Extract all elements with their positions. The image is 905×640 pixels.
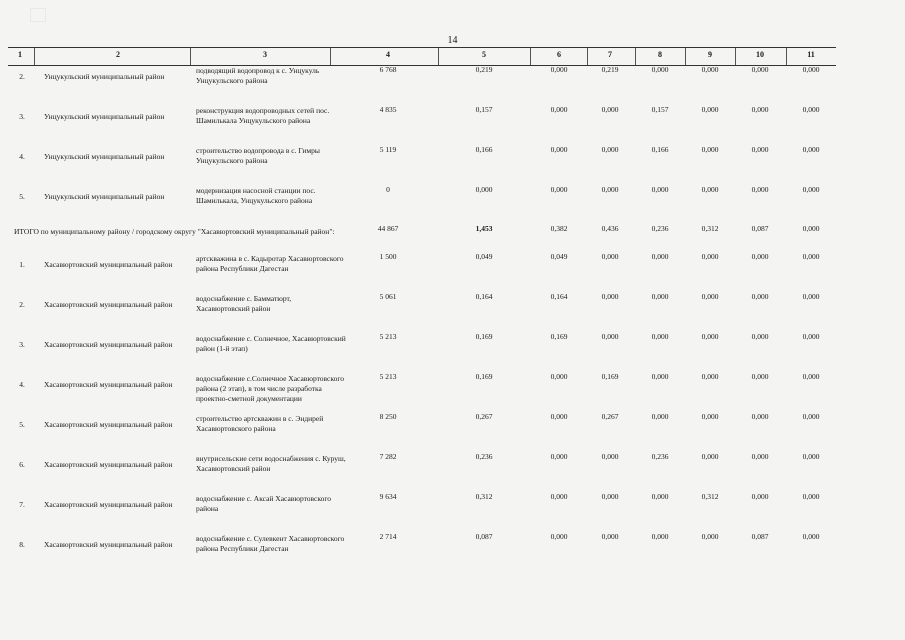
project-description: подводящий водопровод к с. Унцукуль Унцукульского района [196, 66, 320, 85]
value-c8: 0,000 [651, 292, 669, 301]
value-c10: 0,087 [751, 532, 769, 541]
value-c9: 0,000 [701, 105, 719, 114]
value-c9: 0,000 [701, 65, 719, 74]
column-divider [587, 48, 588, 65]
column-header: 1 [18, 50, 22, 59]
column-divider [685, 48, 686, 65]
value-c6: 0,164 [550, 292, 568, 301]
column-header: 2 [116, 50, 120, 59]
value-c6: 0,000 [550, 532, 568, 541]
value-c5: 0,169 [475, 332, 493, 341]
value-c10: 0,000 [751, 332, 769, 341]
value-c5: 0,169 [475, 372, 493, 381]
value-c7: 0,000 [601, 452, 619, 461]
page-number: 14 [447, 35, 458, 46]
value-c6: 0,169 [550, 332, 568, 341]
value-c10: 0,000 [751, 452, 769, 461]
value-c11: 0,000 [802, 65, 820, 74]
project-description: строительство водопровода в с. Гимры Унцукульского района [196, 146, 320, 165]
value-c4: 7 282 [379, 452, 397, 461]
value-c7: 0,000 [601, 492, 619, 501]
district-name: Хасавюртовский муниципальный район [44, 420, 173, 429]
value-c4: 4 835 [379, 105, 397, 114]
value-c10: 0,000 [751, 65, 769, 74]
row-number: 5. [19, 192, 25, 201]
value-c8: 0,000 [651, 372, 669, 381]
column-header: 4 [386, 50, 390, 59]
project-description: водоснабжение с. Бамматюрт, Хасавюртовский район [196, 294, 292, 313]
row-number: 1. [19, 260, 25, 269]
value-c11: 0,000 [802, 532, 820, 541]
value-c8: 0,000 [651, 332, 669, 341]
project-description: строительство артскважин в с. Эндирей Хасавюртовского района [196, 414, 324, 433]
district-name: Унцукульский муниципальный район [44, 192, 165, 201]
total-label: ИТОГО по муниципальному району / городскому округу "Хасавюртовский муниципальный район": [14, 227, 335, 236]
value-c11: 0,000 [802, 145, 820, 154]
value-c5: 0,312 [475, 492, 493, 501]
district-name: Унцукульский муниципальный район [44, 152, 165, 161]
row-number: 4. [19, 152, 25, 161]
district-name: Хасавюртовский муниципальный район [44, 260, 173, 269]
total-c4: 44 867 [377, 224, 399, 233]
district-name: Унцукульский муниципальный район [44, 112, 165, 121]
value-c5: 0,049 [475, 252, 493, 261]
value-c4: 2 714 [379, 532, 397, 541]
value-c10: 0,000 [751, 292, 769, 301]
column-divider [530, 48, 531, 65]
value-c10: 0,000 [751, 105, 769, 114]
column-header: 7 [608, 50, 612, 59]
value-c8: 0,166 [651, 145, 669, 154]
value-c7: 0,169 [601, 372, 619, 381]
value-c8: 0,000 [651, 492, 669, 501]
value-c4: 5 119 [379, 145, 397, 154]
value-c9: 0,312 [701, 492, 719, 501]
value-c4: 6 768 [379, 65, 397, 74]
district-name: Хасавюртовский муниципальный район [44, 300, 173, 309]
table-header [8, 47, 836, 66]
value-c7: 0,000 [601, 292, 619, 301]
project-description: водоснабжение с. Сулевкент Хасавюртовского района Республики Дагестан [196, 534, 345, 553]
column-header: 11 [807, 50, 815, 59]
value-c6: 0,000 [550, 105, 568, 114]
value-c7: 0,267 [601, 412, 619, 421]
value-c6: 0,000 [550, 145, 568, 154]
column-header: 9 [708, 50, 712, 59]
value-c4: 8 250 [379, 412, 397, 421]
district-name: Хасавюртовский муниципальный район [44, 540, 173, 549]
value-c6: 0,000 [550, 65, 568, 74]
value-c5: 0,267 [475, 412, 493, 421]
district-name: Хасавюртовский муниципальный район [44, 460, 173, 469]
value-c10: 0,000 [751, 372, 769, 381]
value-c6: 0,049 [550, 252, 568, 261]
value-c9: 0,000 [701, 185, 719, 194]
total-c9: 0,312 [701, 224, 719, 233]
value-c5: 0,166 [475, 145, 493, 154]
value-c10: 0,000 [751, 252, 769, 261]
value-c11: 0,000 [802, 332, 820, 341]
row-number: 8. [19, 540, 25, 549]
value-c6: 0,000 [550, 412, 568, 421]
value-c9: 0,000 [701, 452, 719, 461]
total-c5: 1,453 [475, 224, 493, 233]
value-c9: 0,000 [701, 145, 719, 154]
value-c10: 0,000 [751, 492, 769, 501]
value-c9: 0,000 [701, 332, 719, 341]
column-divider [635, 48, 636, 65]
value-c11: 0,000 [802, 292, 820, 301]
value-c11: 0,000 [802, 105, 820, 114]
row-number: 2. [19, 72, 25, 81]
total-c10: 0,087 [751, 224, 769, 233]
district-name: Хасавюртовский муниципальный район [44, 380, 173, 389]
value-c6: 0,000 [550, 185, 568, 194]
value-c7: 0,000 [601, 145, 619, 154]
value-c9: 0,000 [701, 532, 719, 541]
row-number: 3. [19, 112, 25, 121]
scan-artifact [30, 8, 46, 22]
project-description: водоснабжение с.Солнечное Хасавюртовского района (2 этап), в том числе разработка проектно-сметной документации [196, 374, 345, 403]
row-number: 7. [19, 500, 25, 509]
total-c7: 0,436 [601, 224, 619, 233]
value-c4: 1 500 [379, 252, 397, 261]
value-c5: 0,219 [475, 65, 493, 74]
column-header: 10 [756, 50, 764, 59]
value-c4: 9 634 [379, 492, 397, 501]
value-c11: 0,000 [802, 492, 820, 501]
column-divider [438, 48, 439, 65]
row-number: 2. [19, 300, 25, 309]
value-c8: 0,157 [651, 105, 669, 114]
column-header: 8 [658, 50, 662, 59]
value-c5: 0,087 [475, 532, 493, 541]
value-c4: 0 [386, 185, 390, 194]
value-c7: 0,000 [601, 185, 619, 194]
value-c11: 0,000 [802, 185, 820, 194]
value-c6: 0,000 [550, 372, 568, 381]
project-description: внутрисельские сети водоснабжения с. Куруш, Хасавюртовский район [196, 454, 346, 473]
value-c8: 0,236 [651, 452, 669, 461]
value-c9: 0,000 [701, 252, 719, 261]
value-c6: 0,000 [550, 492, 568, 501]
value-c11: 0,000 [802, 252, 820, 261]
value-c11: 0,000 [802, 452, 820, 461]
value-c8: 0,000 [651, 185, 669, 194]
row-number: 3. [19, 340, 25, 349]
value-c10: 0,000 [751, 412, 769, 421]
total-c8: 0,236 [651, 224, 669, 233]
value-c9: 0,000 [701, 372, 719, 381]
column-divider [330, 48, 331, 65]
value-c7: 0,219 [601, 65, 619, 74]
district-name: Хасавюртовский муниципальный район [44, 340, 173, 349]
value-c5: 0,000 [475, 185, 493, 194]
district-name: Унцукульский муниципальный район [44, 72, 165, 81]
total-c11: 0,000 [802, 224, 820, 233]
value-c11: 0,000 [802, 412, 820, 421]
row-number: 5. [19, 420, 25, 429]
value-c6: 0,000 [550, 452, 568, 461]
district-name: Хасавюртовский муниципальный район [44, 500, 173, 509]
column-divider [190, 48, 191, 65]
value-c4: 5 213 [379, 332, 397, 341]
project-description: водоснабжение с. Солнечное, Хасавюртовский район (1-й этап) [196, 334, 346, 353]
value-c8: 0,000 [651, 412, 669, 421]
value-c11: 0,000 [802, 372, 820, 381]
value-c8: 0,000 [651, 252, 669, 261]
project-description: водоснабжение с. Аксай Хасавюртовского района [196, 494, 332, 513]
value-c4: 5 213 [379, 372, 397, 381]
project-description: модернизация насосной станции пос. Шамилькала, Унцукульского района [196, 186, 316, 205]
value-c7: 0,000 [601, 105, 619, 114]
row-number: 6. [19, 460, 25, 469]
value-c7: 0,000 [601, 332, 619, 341]
column-divider [786, 48, 787, 65]
value-c5: 0,157 [475, 105, 493, 114]
column-header: 6 [557, 50, 561, 59]
value-c10: 0,000 [751, 185, 769, 194]
value-c8: 0,000 [651, 65, 669, 74]
value-c7: 0,000 [601, 252, 619, 261]
value-c9: 0,000 [701, 292, 719, 301]
column-divider [735, 48, 736, 65]
total-c6: 0,382 [550, 224, 568, 233]
value-c7: 0,000 [601, 532, 619, 541]
value-c4: 5 061 [379, 292, 397, 301]
value-c5: 0,236 [475, 452, 493, 461]
value-c10: 0,000 [751, 145, 769, 154]
value-c5: 0,164 [475, 292, 493, 301]
project-description: реконструкция водопроводных сетей пос. Шамилькала Унцукульского района [196, 106, 330, 125]
row-number: 4. [19, 380, 25, 389]
value-c9: 0,000 [701, 412, 719, 421]
project-description: артскважина в с. Кадыротар Хасавюртовского района Республики Дагестан [196, 254, 344, 273]
value-c8: 0,000 [651, 532, 669, 541]
column-header: 3 [263, 50, 267, 59]
column-header: 5 [482, 50, 486, 59]
